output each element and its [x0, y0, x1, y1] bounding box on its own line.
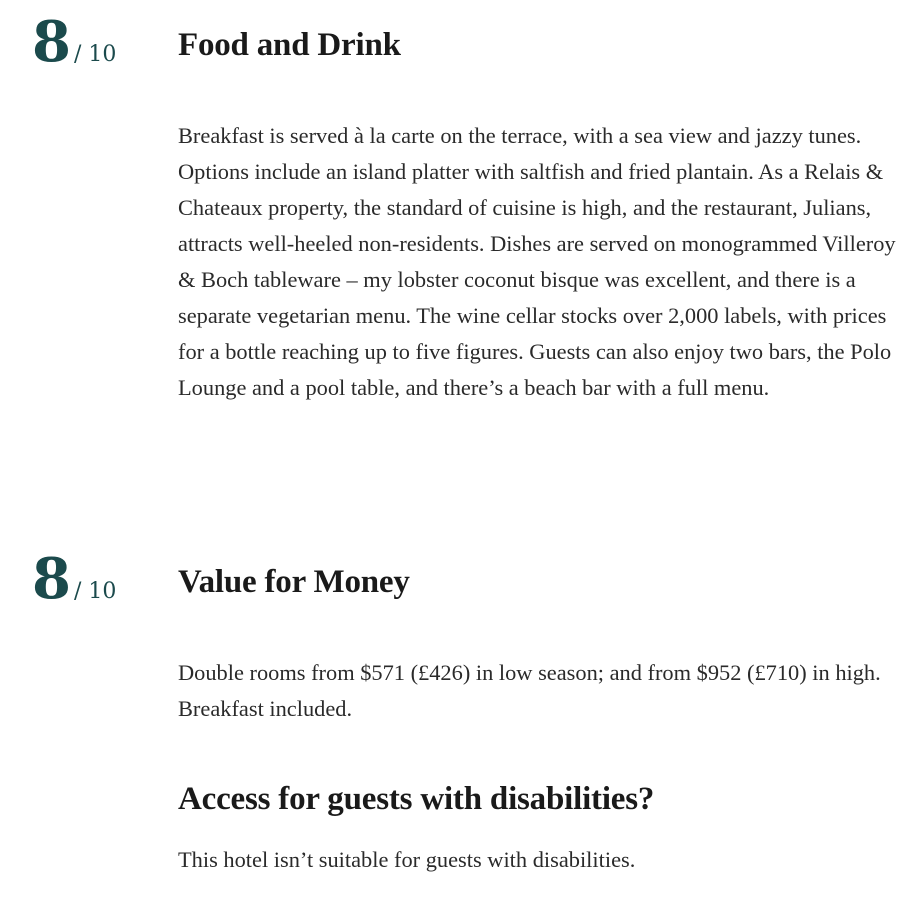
score-value: 8 [32, 546, 70, 612]
access-section [0, 780, 912, 900]
score-value: 8 [32, 9, 70, 75]
section-title: Food and Drink [178, 27, 401, 63]
access-title: Access for guests with disabilities? [178, 781, 655, 817]
rating-section-value-for-money [0, 546, 912, 731]
access-body: This hotel isn’t suitable for guests with disabilities. [178, 847, 636, 872]
section-title: Value for Money [178, 564, 410, 600]
score-max: / 10 [73, 579, 117, 604]
section-body: Breakfast is served à la carte on the terrace, with a sea view and jazzy tunes. Options include an island platter with saltfish and fried plantain. As a Relais & Chateaux property, the standard of cuisine is high, and the restaurant, Julians, attracts well-heeled non-residents. Dishes are served on monogrammed Villeroy & Boch tableware – my lobster coconut bisque was excellent, and there is a separate vegetarian menu. The wine cellar stocks over 2,000 labels, with prices for a bottle reaching up to five figures. Guests can also enjoy two bars, the Polo Lounge and a pool table, and there’s a beach bar with a full menu. [178, 123, 896, 400]
score [32, 546, 117, 612]
rating-section-food-and-drink [0, 9, 912, 484]
score [32, 9, 117, 75]
score-max: / 10 [73, 42, 117, 67]
section-body: Double rooms from $571 (£426) in low season; and from $952 (£710) in high. Breakfast included. [178, 660, 881, 721]
